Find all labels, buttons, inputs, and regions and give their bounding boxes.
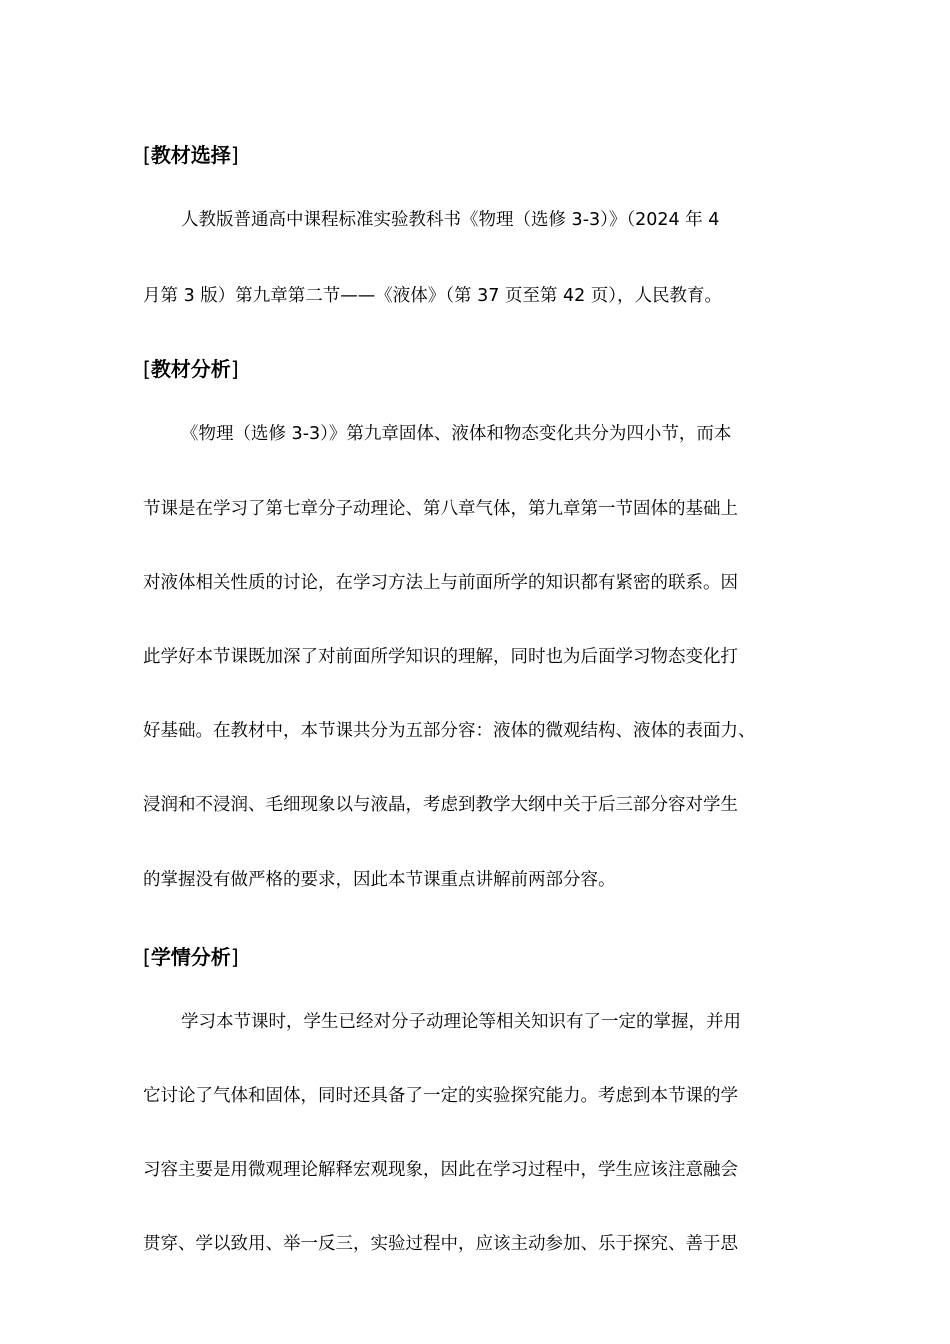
bracket-close: ] [230, 945, 239, 969]
section-heading-learner-analysis [143, 942, 239, 972]
bracket-open: [ [143, 143, 151, 167]
paragraph-line: 节课是在学习了第七章分子动理论、第八章气体，第九章第一节固体的基础上 [143, 499, 738, 519]
paragraph-line: 《物理（选修 3-3）》第九章固体、液体和物态变化共分为四小节，而本 [181, 424, 732, 444]
paragraph-line: 好基础。在教材中，本节课共分为五部分容：液体的微观结构、液体的表面力、 [143, 721, 756, 741]
heading-text: 学情分析 [150, 945, 231, 969]
paragraph-line: 习容主要是用微观理论解释宏观现象，因此在学习过程中，学生应该注意融会 [143, 1160, 738, 1180]
paragraph-line: 贯穿、学以致用、举一反三，实验过程中，应该主动参加、乐于探究、善于思 [143, 1234, 738, 1254]
bracket-open: [ [143, 945, 151, 969]
bracket-close: ] [230, 357, 239, 381]
paragraph-line: 它讨论了气体和固体，同时还具备了一定的实验探究能力。考虑到本节课的学 [143, 1086, 738, 1106]
paragraph-line: 对液体相关性质的讨论，在学习方法上与前面所学的知识都有紧密的联系。因 [143, 573, 738, 593]
section-heading-textbook-choice [143, 140, 239, 170]
paragraph-line: 此学好本节课既加深了对前面所学知识的理解，同时也为后面学习物态变化打 [143, 647, 738, 667]
bracket-close: ] [230, 143, 239, 167]
bracket-open: [ [143, 357, 151, 381]
heading-text: 教材选择 [150, 143, 231, 167]
heading-text: 教材分析 [150, 357, 231, 381]
paragraph-line: 浸润和不浸润、毛细现象以与液晶，考虑到教学大纲中关于后三部分容对学生 [143, 795, 738, 815]
paragraph-line: 学习本节课时，学生已经对分子动理论等相关知识有了一定的掌握，并用 [181, 1012, 741, 1032]
section-heading-textbook-analysis [143, 354, 239, 384]
paragraph-line: 的掌握没有做严格的要求，因此本节课重点讲解前两部分容。 [143, 870, 616, 890]
paragraph-line: 人教版普通高中课程标准实验教科书《物理（选修 3-3）》（2024 年 4 [181, 210, 720, 230]
paragraph-line: 月第 3 版）第九章第二节——《液体》（第 37 页至第 42 页），人民教育。 [143, 286, 723, 306]
